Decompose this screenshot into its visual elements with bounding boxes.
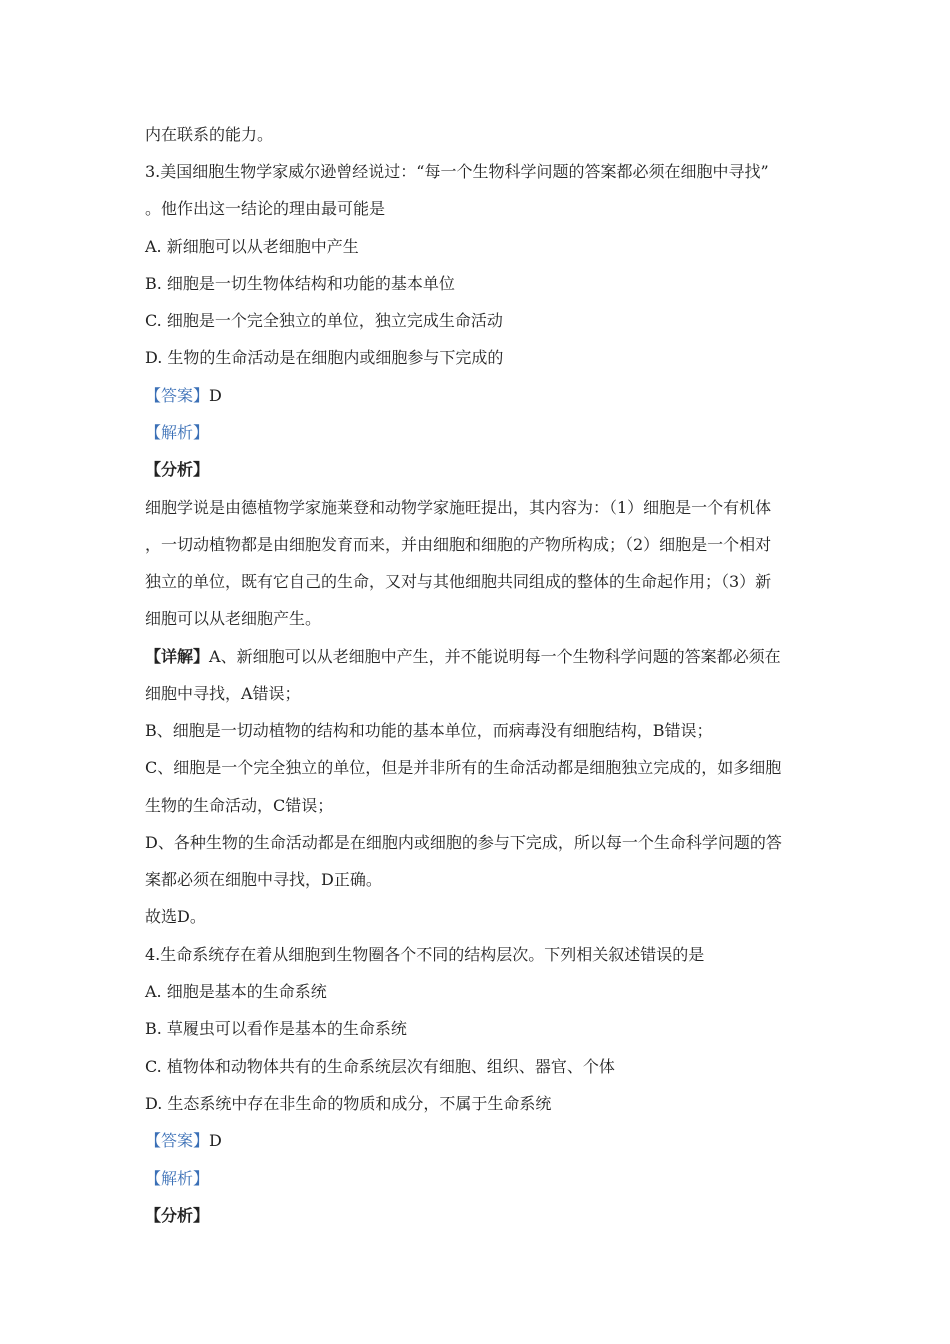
fenxi-tag: 【分析】 — [145, 1206, 210, 1225]
q3-option-d: D. 生物的生命活动是在细胞内或细胞参与下完成的 — [145, 348, 504, 367]
analysis-tag: 【解析】 — [145, 423, 210, 442]
q4-option-c: C. 植物体和动物体共有的生命系统层次有细胞、组织、器官、个体 — [145, 1057, 615, 1076]
q4-fenxi-tag-line — [145, 1205, 825, 1227]
q4-option-a: A. 细胞是基本的生命系统 — [145, 982, 327, 1001]
analysis-text: 细胞可以从老细胞产生。 — [145, 609, 322, 628]
answer-value: D — [209, 1131, 222, 1150]
analysis-text: 细胞学说是由德植物学家施莱登和动物学家施旺提出，其内容为：（1）细胞是一个有机体 — [145, 498, 772, 517]
detail-text: A、新细胞可以从老细胞中产生，并不能说明每一个生物科学问题的答案都必须在 — [209, 647, 781, 666]
answer-value: D — [209, 386, 222, 405]
detail-text: D、各种生物的生命活动都是在细胞内或细胞的参与下完成，所以每一个生命科学问题的答 — [145, 833, 782, 852]
conclusion-text: 故选D。 — [145, 907, 206, 926]
q3-fenxi-tag-line — [145, 459, 825, 481]
detail-tag: 【详解】 — [145, 647, 210, 666]
q4-option-d: D. 生态系统中存在非生命的物质和成分，不属于生命系统 — [145, 1094, 552, 1113]
question-3-stem: 3.美国细胞生物学家威尔逊曾经说过：“每一个生物科学问题的答案都必须在细胞中寻找” — [145, 162, 769, 181]
analysis-text: 独立的单位，既有它自己的生命，又对与其他细胞共同组成的整体的生命起作用；（3）新 — [145, 572, 772, 591]
detail-text: C、细胞是一个完全独立的单位，但是并非所有的生命活动都是细胞独立完成的，如多细胞 — [145, 758, 782, 777]
detail-text: 生物的生命活动，C错误； — [145, 796, 334, 815]
detail-text: 案都必须在细胞中寻找，D正确。 — [145, 870, 382, 889]
q4-answer-line — [145, 1130, 825, 1152]
question-4-stem: 4.生命系统存在着从细胞到生物圈各个不同的结构层次。下列相关叙述错误的是 — [145, 945, 705, 964]
question-3-stem-cont: 。他作出这一结论的理由最可能是 — [145, 199, 386, 218]
detail-line — [145, 646, 825, 668]
q3-answer-line — [145, 385, 825, 407]
analysis-text: ，一切动植物都是由细胞发育而来，并由细胞和细胞的产物所构成；（2）细胞是一个相对 — [145, 535, 772, 554]
answer-tag: 【答案】 — [145, 386, 210, 405]
analysis-tag: 【解析】 — [145, 1169, 210, 1188]
detail-text: 细胞中寻找，A错误； — [145, 684, 301, 703]
detail-text: B、细胞是一切动植物的结构和功能的基本单位，而病毒没有细胞结构，B错误； — [145, 721, 713, 740]
text-line: 内在联系的能力。 — [145, 125, 274, 144]
q4-option-b: B. 草履虫可以看作是基本的生命系统 — [145, 1019, 407, 1038]
q3-option-a: A. 新细胞可以从老细胞中产生 — [145, 237, 359, 256]
q3-option-c: C. 细胞是一个完全独立的单位，独立完成生命活动 — [145, 311, 503, 330]
q3-analysis-tag-line — [145, 422, 825, 444]
answer-tag: 【答案】 — [145, 1131, 210, 1150]
q4-analysis-tag-line — [145, 1168, 825, 1190]
q3-option-b: B. 细胞是一切生物体结构和功能的基本单位 — [145, 274, 455, 293]
fenxi-tag: 【分析】 — [145, 460, 210, 479]
